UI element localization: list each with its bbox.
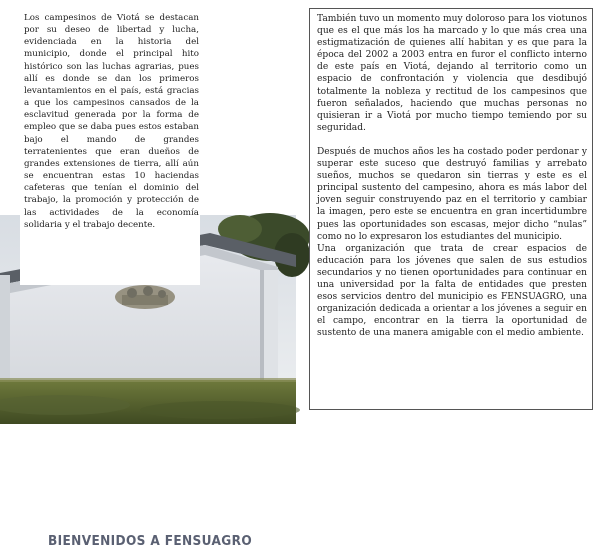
right-paragraph-2: Después de muchos años les ha costado poder perdonar y superar este suceso que destruyó familias y arrebato sueños, muchos se quedaron sin tierras y este es el principal sustento del campesino, ahora es más labor del joven seguir construyendo paz en el territorio y cambiar la imagen, pero este se encuentra en gran incertidumbre pues las oportunidades son escasas, mejor dicho “nulas” como no lo expresaron los estudiantes del municipio. <box>317 146 587 242</box>
welcome-sign: BIENVENIDOS A FENSUAGRO <box>48 533 253 549</box>
right-text-panel <box>309 8 593 410</box>
right-paragraph-3: Una organización que trata de crear espacios de educación para los jóvenes que salen de sus estudios secundarios y no tienen oportunidades para continuar en una universidad por la falta de entidades que presten esos servicios dentro del municipio es FENSUAGRO, una organización dedicada a orientar a los jóvenes a seguir en el campo, encontrar en la tierra la oportunidad de sustento de una manera amigable con el medio ambiente. <box>317 243 587 339</box>
left-paragraph: Los campesinos de Viotá se destacan por su deseo de libertad y lucha, evidenciada en la historia del municipio, donde el principal hito histórico son las luchas agrarias, pues allí es donde se dan los primeros levantamientos en el país, está gracias a que los campesinos cansados de la esclavitud generada por la forma de empleo que se daba pues estos estaban bajo el mando de grandes terratenientes que eran dueños de grandes extensiones de tierra, allí aún se encuentran estas 10 haciendas cafeteras que tenían el dominio del trabajo, la promoción y protección de las actividades de la economía solidaria y el trabajo decente. <box>24 13 199 230</box>
right-paragraph-1: También tuvo un momento muy doloroso para los viotunos que es el que más los ha marcado y lo que más crea una estigmatización de quienes allí habitan y es que para la época del 2002 a 2003 entra en furor el conflicto interno de este país en Viotá, dejando al territorio como un espacio de confrontación y violencia que desdibujó totalmente la nobleza y rectitud de los campesinos que fueron señalados, haciendo que muchas personas no quisieran ir a Viotá por mucho tiempo temiendo por su seguridad. <box>317 14 587 133</box>
left-text-panel <box>20 10 200 285</box>
